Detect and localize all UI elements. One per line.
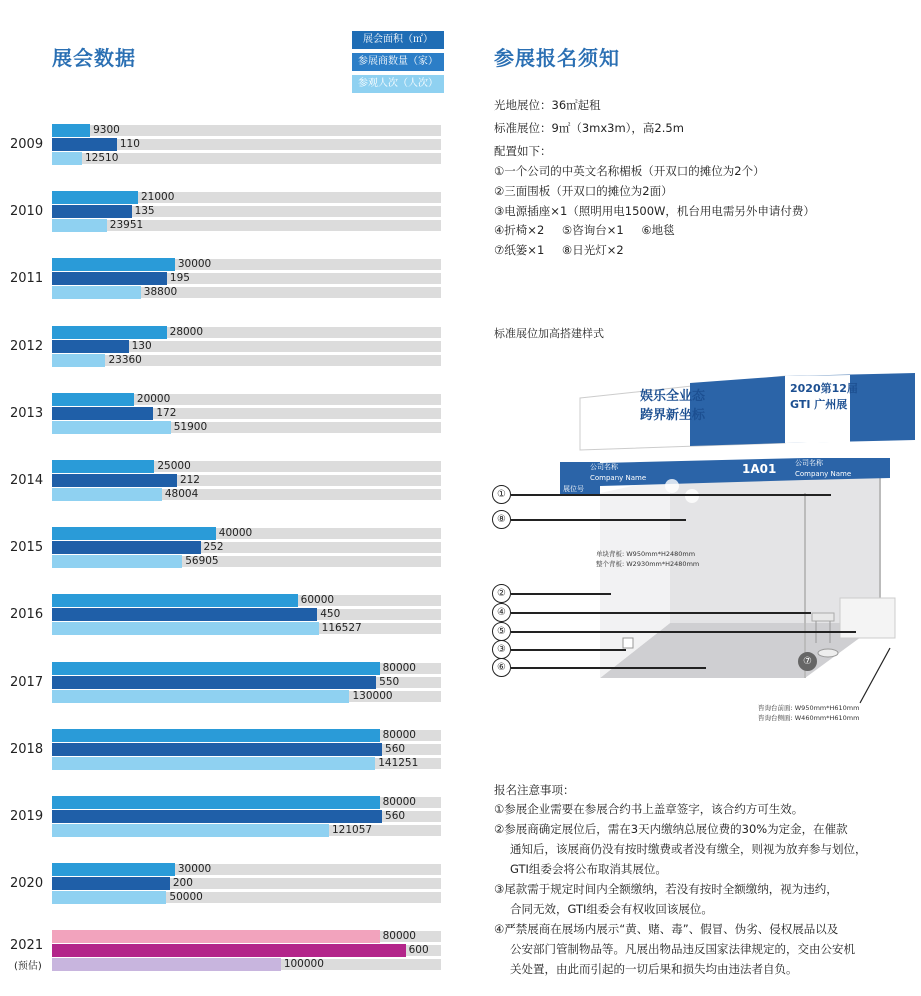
bar-visitors — [52, 152, 82, 165]
desk-spec: 咨询台侧面: W460mm*H610mm — [758, 714, 860, 722]
data-label: 51900 — [173, 420, 208, 433]
data-label: 110 — [119, 138, 140, 150]
item: ⑦纸篓×1 — [494, 243, 545, 257]
note-line: ①参展企业需要在参展合约书上盖章签字，该合约方可生效。 — [494, 802, 804, 816]
bar-exhibitors — [52, 474, 177, 487]
data-label: 30000 — [177, 258, 212, 271]
item-list — [494, 242, 624, 258]
marker-8: ⑧ — [492, 510, 511, 529]
data-label: 30000 — [177, 863, 212, 876]
bar-exhibitors — [52, 340, 129, 353]
item-list — [494, 222, 675, 238]
event-text: 2020第12届 GTI 广州展 — [790, 382, 858, 411]
bar-visitors — [52, 219, 107, 232]
marker-5: ⑤ — [492, 622, 511, 641]
data-label: 80000 — [382, 930, 416, 943]
bar-area — [52, 460, 154, 473]
data-label: 130000 — [352, 689, 393, 702]
note-line: ④严禁展商在展场内展示“黄、赌、毒”、假冒、伪劣、侵权展品以及 — [494, 922, 839, 936]
data-label: 560 — [385, 810, 406, 822]
info-line: 光地展位：36㎡起租 — [494, 98, 601, 112]
data-label: 252 — [203, 541, 224, 554]
bar-visitors — [52, 555, 182, 568]
bar-exhibitors — [52, 608, 317, 621]
bar-area — [52, 191, 138, 204]
year-label: 2019 — [10, 809, 44, 824]
year-label: 2009 — [10, 137, 44, 152]
data-label: 56905 — [185, 555, 219, 568]
year-label: 2010 — [10, 204, 44, 220]
spotlight-icon — [685, 489, 699, 503]
bar-exhibitors — [52, 676, 376, 689]
spotlight-icon — [665, 479, 679, 493]
data-label: 23360 — [108, 353, 142, 366]
data-label: 25000 — [157, 460, 191, 472]
bar-exhibitors — [52, 541, 201, 554]
data-label: 121057 — [332, 824, 373, 836]
data-label: 80000 — [382, 796, 416, 808]
data-label: 9300 — [93, 124, 120, 136]
chart-title: 展会数据 — [52, 46, 136, 70]
data-label: 28000 — [169, 325, 204, 338]
bar-exhibitors — [52, 138, 117, 151]
marker-7: ⑦ — [798, 652, 817, 671]
data-label: 80000 — [382, 728, 416, 741]
data-label: 20000 — [136, 392, 171, 405]
booth-illustration — [560, 368, 915, 718]
bar-exhibitors — [52, 877, 170, 890]
bar-visitors — [52, 757, 375, 770]
item: ④折椅×2 — [494, 223, 545, 237]
legend-visitors: 参观人次（人次） — [352, 75, 444, 93]
legend-area: 展会面积（㎡） — [352, 31, 444, 49]
marker-2: ② — [492, 584, 511, 603]
bar-area — [52, 930, 380, 943]
bar-visitors — [52, 488, 162, 501]
year-label: 2015 — [10, 540, 44, 556]
item: ⑤咨询台×1 — [561, 223, 624, 237]
bar-visitors — [52, 286, 141, 299]
data-label: 450 — [320, 608, 341, 621]
booth-caption: 标准展位加高搭建样式 — [494, 327, 604, 340]
side-label: 展位号 — [563, 485, 584, 493]
data-label: 130 — [131, 339, 152, 352]
desk-spec: 咨询台前面: W950mm*H610mm — [758, 704, 860, 712]
registration-title: 参展报名须知 — [494, 46, 620, 70]
booth-number: 1A01 — [742, 462, 777, 476]
bar-area — [52, 527, 216, 540]
year-label: 2012 — [10, 338, 44, 354]
chair — [812, 613, 834, 621]
bar-area — [52, 796, 380, 809]
item: ⑧日光灯×2 — [561, 243, 624, 257]
year-note: (预估) — [14, 961, 42, 973]
note-line: 关处置，由此而引起的一切后果和损失均由违法者自负。 — [510, 962, 798, 976]
info-line: 标准展位：9㎡（3mx3m），高2.5m — [494, 121, 684, 135]
fascia-cn-right: 公司名称 — [795, 459, 823, 467]
bar-exhibitors — [52, 810, 382, 823]
data-label: 60000 — [300, 594, 335, 607]
bar-visitors — [52, 421, 171, 434]
year-label: 2021 — [10, 938, 44, 954]
year-label: 2014 — [10, 473, 44, 488]
bar-exhibitors — [52, 272, 167, 285]
data-label: 50000 — [169, 891, 203, 904]
bar-area — [52, 729, 380, 742]
leader-line — [511, 494, 831, 496]
year-label: 2016 — [10, 607, 44, 623]
bar-area — [52, 326, 167, 339]
marker-6: ⑥ — [492, 658, 511, 677]
year-label: 2020 — [10, 876, 44, 892]
note-line: ②参展商确定展位后，需在3天内缴纳总展位费的30%为定金，在催款 — [494, 822, 848, 836]
bar-visitors — [52, 622, 319, 635]
year-label: 2017 — [10, 674, 44, 690]
info-line: ①一个公司的中英文名称楣板（开双口的摊位为2个） — [494, 164, 765, 178]
fascia-en-right: Company Name — [795, 470, 852, 478]
bar-visitors — [52, 958, 281, 971]
data-label: 550 — [379, 675, 400, 688]
data-label: 135 — [134, 205, 155, 218]
bar-area — [52, 258, 175, 271]
bar-area — [52, 662, 380, 675]
year-label: 2018 — [10, 741, 44, 757]
data-label: 100000 — [283, 958, 324, 971]
note-line: 公安部门管制物品等。凡展出物品违反国家法律规定的，交由公安机 — [510, 942, 855, 956]
bar-exhibitors — [52, 944, 406, 957]
year-label: 2013 — [10, 405, 44, 421]
fascia-cn: 公司名称 — [590, 463, 618, 471]
marker-4: ④ — [492, 603, 511, 622]
note-line: ③尾款需于规定时间内全额缴纳，若没有按时全额缴纳，视为违约， — [494, 882, 838, 896]
bar-visitors — [52, 891, 166, 904]
info-line: ②三面围板（开双口的摊位为2面） — [494, 184, 673, 198]
note-line: 合同无效，GTI组委会有权收回该展位。 — [510, 902, 713, 916]
marker-1: ① — [492, 485, 511, 504]
data-label: 12510 — [85, 152, 119, 164]
socket-icon — [623, 638, 633, 648]
data-label: 200 — [172, 877, 193, 890]
bar-exhibitors — [52, 743, 382, 756]
bar-exhibitors — [52, 205, 132, 218]
marker-3: ③ — [492, 640, 511, 659]
data-label: 560 — [385, 742, 406, 755]
item: ⑥地毯 — [641, 223, 675, 237]
data-label: 172 — [156, 406, 177, 419]
bar-visitors — [52, 690, 349, 703]
bar-area — [52, 124, 90, 137]
wastebasket — [818, 649, 838, 657]
wall-spec: 单块背板: W950mm*H2480mm — [596, 550, 696, 558]
bar-area — [52, 393, 134, 406]
leader-line — [511, 649, 626, 651]
legend-exhibitors: 参展商数量（家） — [352, 53, 444, 71]
note-line: GTI组委会将公布取消其展位。 — [510, 862, 667, 876]
data-label: 48004 — [164, 488, 199, 500]
leader-line — [511, 519, 686, 521]
data-label: 21000 — [140, 191, 175, 204]
notes-title: 报名注意事项： — [494, 783, 575, 797]
bar-area — [52, 594, 298, 607]
data-label: 212 — [179, 474, 200, 486]
data-label: 40000 — [218, 527, 253, 540]
data-label: 38800 — [143, 286, 178, 299]
leader-line — [511, 593, 611, 595]
info-line: 配置如下： — [494, 144, 552, 158]
year-label: 2011 — [10, 271, 44, 287]
leader-line — [511, 667, 706, 669]
fascia-en: Company Name — [590, 474, 647, 482]
info-line: ③电源插座×1（照明用电1500W，机台用电需另外申请付费） — [494, 204, 815, 218]
wall-spec: 整个背板: W2930mm*H2480mm — [596, 560, 700, 568]
bar-area — [52, 863, 175, 876]
note-line: 通知后，该展商仍没有按时缴费或者没有缴全，则视为放弃参与划位， — [510, 842, 867, 856]
leader-line — [511, 631, 856, 633]
bar-visitors — [52, 354, 105, 367]
data-label: 600 — [408, 944, 429, 957]
bar-visitors — [52, 824, 329, 837]
data-label: 195 — [169, 272, 190, 285]
leader-line — [511, 612, 811, 614]
bar-exhibitors — [52, 407, 153, 420]
data-label: 141251 — [378, 756, 419, 769]
data-label: 116527 — [321, 622, 362, 635]
data-label: 23951 — [109, 219, 144, 232]
banner-text: 娱乐全业态 跨界新坐标 — [640, 389, 706, 423]
data-label: 80000 — [382, 661, 416, 674]
